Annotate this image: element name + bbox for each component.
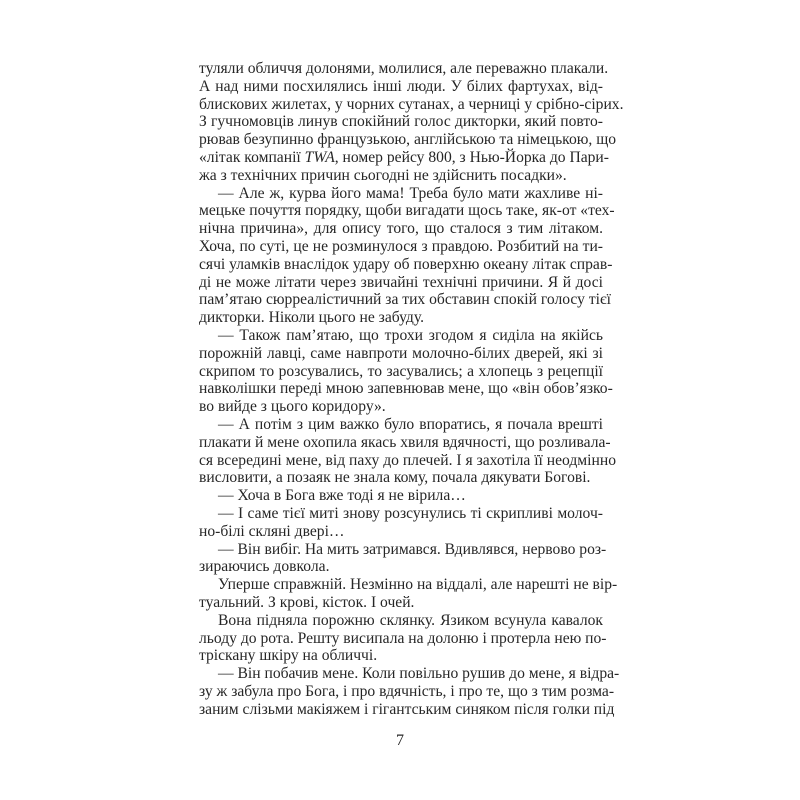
text-line: рював безупинно французькою, англійською та німецькою, що xyxy=(199,131,617,149)
text-line: пам’ятаю сюрреалістичний за тих обставин спокій голосу тієї xyxy=(199,291,612,309)
text-line: Хоча, по суті, це не розминулося з правдою. Розбитий на ти- xyxy=(199,237,603,255)
text-line: туляли обличчя долонями, молилися, але переважно плакали. xyxy=(199,60,609,77)
text-line: «літак компанії TWA, номер рейсу 800, з Нью-Йорка до Пари- xyxy=(199,148,609,166)
text-line: порожній лавці, саме навпроти молочно-білих дверей, які зі xyxy=(199,344,603,362)
text-line: А над ними посхилялись інші люди. У білих фартухах, від- xyxy=(199,77,603,95)
text-line: плакати й мене охопила якась хвиля вдячності, що розливала- xyxy=(199,433,611,451)
text-line: дикторки. Ніколи цього не забуду. xyxy=(199,309,424,327)
text-line: — Він вибіг. На мить затримався. Вдивлявся, нервово роз- xyxy=(218,540,607,558)
text-line: — А потім з цим важко було впоратись, я почала врешті xyxy=(218,415,603,433)
text-line: нічна причина», для опису того, що сталося з тим літаком. xyxy=(199,220,603,238)
page-number: 7 xyxy=(396,732,404,749)
text-line: тріскану шкіру на обличчі. xyxy=(199,647,378,665)
text-line: жа з технічних причин сьогодні не здійснить посадки». xyxy=(199,166,567,184)
text-line: Вона підняла порожню склянку. Язиком всунула кавалок xyxy=(218,611,603,629)
text-line: заним слізьми макіяжем і гігантським синяком після голки під xyxy=(199,700,615,718)
airline-name: TWA xyxy=(304,148,335,166)
text-line: ді не може літати через звичайні технічні причини. Я й досі xyxy=(199,273,603,291)
text-line: висловити, а позаяк не знала кому, почала дякувати Богові. xyxy=(199,469,591,487)
text-line: зу ж забула про Бога, і про вдячність, і про те, що з тим розма- xyxy=(199,682,615,700)
text-line: З гучномовців линув спокійний голос дикторки, який повто- xyxy=(199,113,603,131)
text-line: блискових жилетах, у чорних сутанах, а черниці у срібно-сірих. xyxy=(199,95,624,113)
text-line: туальний. З крові, кісток. І очей. xyxy=(199,593,415,611)
text-line: сячі уламків внаслідок удару об поверхню океану літак справ- xyxy=(199,255,613,273)
text-line: зираючись довкола. xyxy=(199,558,330,576)
text-line: — Але ж, курва його мама! Треба було мати жахливе ні- xyxy=(218,184,603,202)
text-line: но-білі скляні двері… xyxy=(199,522,345,540)
text-line: — І саме тієї миті знову розсунулись ті скрипливі молоч- xyxy=(218,504,603,522)
text-line: ся всередині мене, від паху до плечей. І я захотіла її неодмінно xyxy=(199,451,616,469)
text-line: Уперше справжній. Незмінно на віддалі, але нарешті не вір- xyxy=(218,576,618,594)
text-line: скрипом то розсувались, то засувались; а хлопець з рецепції xyxy=(199,362,603,380)
text-line: навколішки переді мною запевнював мене, що «він обов’язко- xyxy=(199,380,613,398)
text-line: во вийде з цього коридору». xyxy=(199,398,386,416)
book-page-text xyxy=(199,60,624,718)
text-line: мецьке почуття порядку, щоби вигадати щось таке, як-от «тех- xyxy=(199,202,615,220)
text-line: — Він побачив мене. Коли повільно рушив до мене, я відра- xyxy=(218,665,620,683)
text-line: — Хоча в Бога вже тоді я не вірила… xyxy=(218,487,466,505)
text-line: льоду до рота. Решту висипала на долоню і протерла нею по- xyxy=(199,629,607,647)
text-line: — Також пам’ятаю, що трохи згодом я сиділа на якійсь xyxy=(218,326,603,344)
